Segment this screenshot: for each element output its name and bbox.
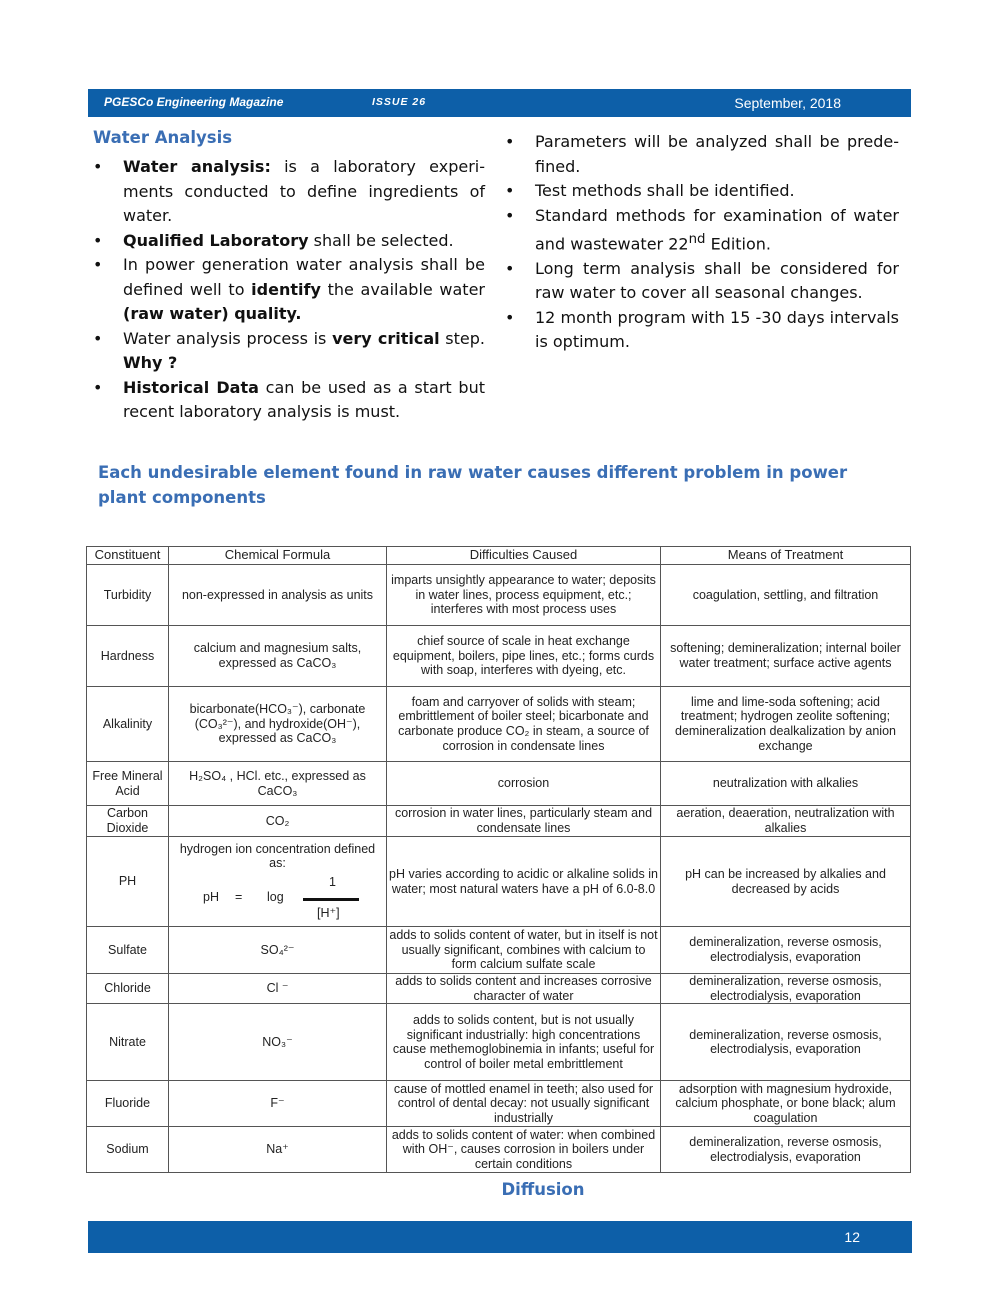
treatment-cell: adsorption with magnesium hydroxide, calcium phosphate, or bone black; alum coagulation	[661, 1081, 911, 1127]
fraction-bar	[303, 898, 359, 901]
table-row	[87, 626, 911, 687]
formula-cell: calcium and magnesium salts, expressed as CaCO₃	[169, 626, 387, 687]
difficulties-cell: corrosion in water lines, particularly steam and condensate lines	[387, 806, 661, 837]
constituent-cell: Fluoride	[87, 1081, 169, 1127]
list-item: • Test methods shall be identified.	[505, 179, 899, 204]
difficulties-cell: corrosion	[387, 762, 661, 806]
difficulties-cell: adds to solids content of water: when combined with OH⁻, causes corrosion in boilers under certain conditions	[387, 1127, 661, 1173]
column-header: Means of Treatment	[661, 547, 911, 565]
left-bullet-list	[93, 155, 485, 425]
formula-cell: CO₂	[169, 806, 387, 837]
treatment-cell: lime and lime-soda softening; acid treatment; hydrogen zeolite softening; demineralization dealkalization by anion exchange	[661, 687, 911, 762]
section-title: Water Analysis	[93, 128, 233, 147]
constituent-cell: Hardness	[87, 626, 169, 687]
water-constituents-table	[86, 546, 911, 1173]
constituent-cell: Free Mineral Acid	[87, 762, 169, 806]
treatment-cell: softening; demineralization; internal boiler water treatment; surface active agents	[661, 626, 911, 687]
right-column	[505, 130, 899, 355]
difficulties-cell: imparts unsightly appearance to water; deposits in water lines, process equipment, etc.; interferes with most process uses	[387, 565, 661, 626]
column-header: Constituent	[87, 547, 169, 565]
constituent-cell: Carbon Dioxide	[87, 806, 169, 837]
formula-cell: non-expressed in analysis as units	[169, 565, 387, 626]
constituent-cell: Sodium	[87, 1127, 169, 1173]
issue-number: ISSUE 26	[372, 96, 427, 108]
list-item: • Standard methods for examination of water and wastewater 22nd Edition.	[505, 204, 899, 257]
column-header: Chemical Formula	[169, 547, 387, 565]
table-row	[87, 837, 911, 927]
treatment-cell: neutralization with alkalies	[661, 762, 911, 806]
constituent-cell: Sulfate	[87, 927, 169, 974]
list-item: • Water analysis process is very critical step. Why ?	[93, 327, 485, 376]
formula-cell: H₂SO₄ , HCl. etc., expressed as CaCO₃	[169, 762, 387, 806]
constituent-cell: Alkalinity	[87, 687, 169, 762]
right-bullet-list	[505, 130, 899, 355]
ph-formula	[171, 842, 384, 922]
formula-cell: NO₃⁻	[169, 1004, 387, 1081]
ph-numerator: 1	[329, 874, 336, 889]
table-row	[87, 1127, 911, 1173]
left-column	[93, 125, 485, 425]
table-intro-heading: Each undesirable element found in raw water causes different problem in power plant components	[98, 463, 848, 507]
difficulties-cell: pH varies according to acidic or alkaline solids in water; most natural waters have a pH of 6.0-8.0	[387, 837, 661, 927]
list-item: • Historical Data can be used as a start but recent laboratory analysis is must.	[93, 376, 485, 425]
table-row	[87, 927, 911, 974]
ph-equals: =	[235, 889, 243, 904]
figure-caption: Diffusion	[501, 1180, 585, 1199]
list-item: • 12 month program with 15 -30 days intervals is optimum.	[505, 306, 899, 355]
column-header: Difficulties Caused	[387, 547, 661, 565]
treatment-cell: pH can be increased by alkalies and decreased by acids	[661, 837, 911, 927]
ph-denominator: [H⁺]	[317, 905, 340, 920]
formula-cell: Na⁺	[169, 1127, 387, 1173]
ph-log: log	[267, 889, 284, 904]
difficulties-cell: chief source of scale in heat exchange equipment, boilers, pipe lines, etc.; forms curds with soap, interferes with dyeing, etc.	[387, 626, 661, 687]
treatment-cell: demineralization, reverse osmosis, electrodialysis, evaporation	[661, 974, 911, 1004]
list-item: • In power generation water analysis shall be defined well to identify the available water (raw water) quality.	[93, 253, 485, 327]
formula-cell: bicarbonate(HCO₃⁻), carbonate (CO₃²⁻), and hydroxide(OH⁻), expressed as CaCO₃	[169, 687, 387, 762]
table-row	[87, 565, 911, 626]
ph-symbol: pH	[203, 889, 219, 904]
list-item: • Qualified Laboratory shall be selected.	[93, 229, 485, 254]
treatment-cell: demineralization, reverse osmosis, electrodialysis, evaporation	[661, 1004, 911, 1081]
formula-cell	[169, 837, 387, 927]
page-number: 12	[844, 1229, 860, 1245]
difficulties-cell: adds to solids content, but is not usually significant industrially: high concentrations cause methemoglobinemia in infants; useful for control of boiler metal embrittlement	[387, 1004, 661, 1081]
table-row	[87, 762, 911, 806]
difficulties-cell: cause of mottled enamel in teeth; also used for control of dental decay: not usually significant industrially	[387, 1081, 661, 1127]
list-item: • Parameters will be analyzed shall be prede-fined.	[505, 130, 899, 179]
formula-cell: SO₄²⁻	[169, 927, 387, 974]
table-header-row	[87, 547, 911, 565]
treatment-cell: aeration, deaeration, neutralization with alkalies	[661, 806, 911, 837]
table-row	[87, 806, 911, 837]
constituent-cell: Nitrate	[87, 1004, 169, 1081]
treatment-cell: demineralization, reverse osmosis, electrodialysis, evaporation	[661, 1127, 911, 1173]
table-row	[87, 687, 911, 762]
table-row	[87, 974, 911, 1004]
list-item: • Long term analysis shall be considered for raw water to cover all seasonal changes.	[505, 257, 899, 306]
constituent-cell: Turbidity	[87, 565, 169, 626]
treatment-cell: coagulation, settling, and filtration	[661, 565, 911, 626]
magazine-name: PGESCo Engineering Magazine	[104, 95, 284, 109]
constituent-cell: Chloride	[87, 974, 169, 1004]
header-bar	[88, 89, 911, 117]
footer-bar	[88, 1221, 912, 1253]
difficulties-cell: foam and carryover of solids with steam; embrittlement of boiler steel; bicarbonate and carbonate produce CO₂ in steam, a source of corrosion in condensate lines	[387, 687, 661, 762]
formula-cell: F⁻	[169, 1081, 387, 1127]
table-row	[87, 1081, 911, 1127]
list-item: • Water analysis: is a laboratory experi-ments conducted to define ingredients of water.	[93, 155, 485, 229]
table-row	[87, 1004, 911, 1081]
constituent-cell: PH	[87, 837, 169, 927]
issue-date: September, 2018	[734, 95, 841, 111]
treatment-cell: demineralization, reverse osmosis, electrodialysis, evaporation	[661, 927, 911, 974]
difficulties-cell: adds to solids content and increases corrosive character of water	[387, 974, 661, 1004]
formula-cell: Cl ⁻	[169, 974, 387, 1004]
ph-formula-label: hydrogen ion concentration defined as:	[179, 841, 376, 871]
difficulties-cell: adds to solids content of water, but in itself is not usually significant, combines with calcium to form calcium sulfate scale	[387, 927, 661, 974]
